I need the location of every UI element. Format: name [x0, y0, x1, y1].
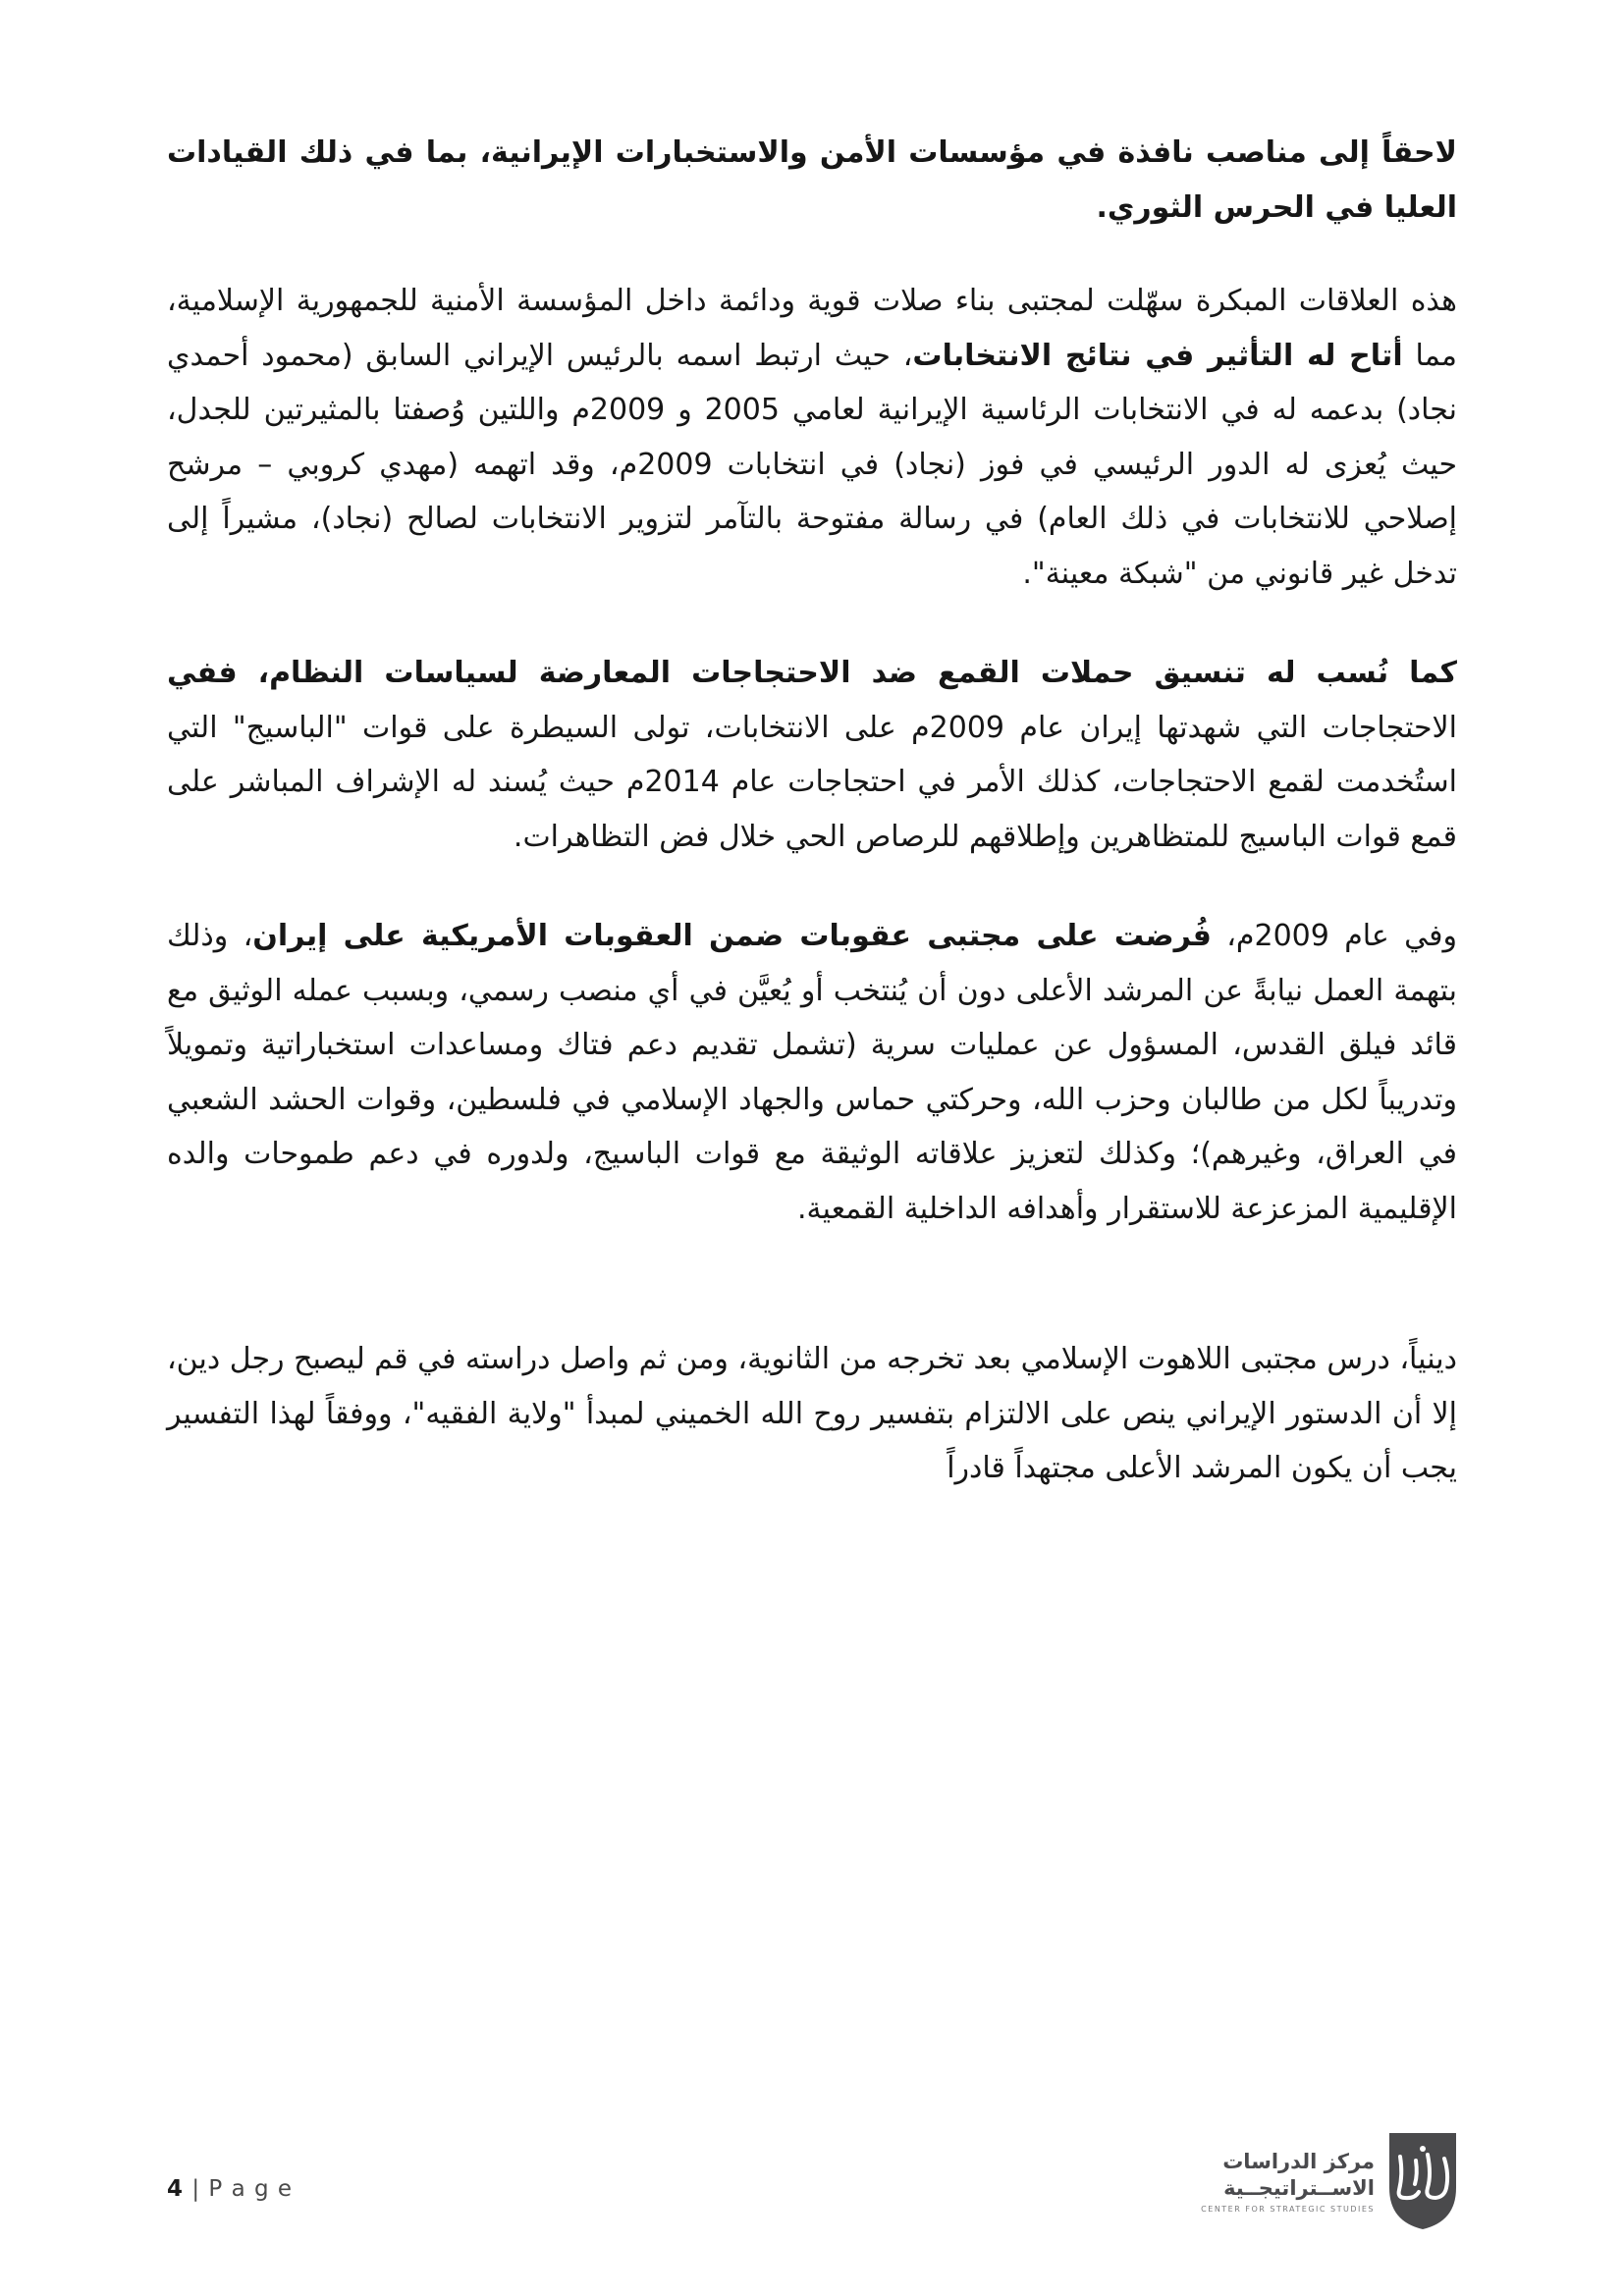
- logo-wordmark: [1201, 2149, 1375, 2214]
- text-segment: دينياً، درس مجتبى اللاهوت الإسلامي بعد تخرجه من الثانوية، ومن ثم واصل دراسته في قم ليصبح رجل دين، إلا أن الدستور الإيراني ينص على الالتزام بتفسير روح الله الخميني لمبدأ "ولاية الفقيه"، ووفقاً لهذا التفسير يجب أن يكون المرشد الأعلى مجتهداً قادراً: [167, 1342, 1457, 1485]
- text-segment: ، حيث ارتبط اسمه بالرئيس الإيراني السابق (محمود أحمدي نجاد) بدعمه له في الانتخابات الرئاسية الإيرانية لعامي 2005 و 2009م واللتين وُصفتا بالمثيرتين للجدل، حيث يُعزى له الدور الرئيسي في فوز (نجاد) في انتخابات 2009م، وقد اتهمه (مهدي كروبي – مرشح إصلاحي للانتخابات في ذلك العام) في رسالة مفتوحة بالتآمر لتزوير الانتخابات لصالح (نجاد)، مشيراً إلى تدخل غير قانوني من "شبكة معينة".: [167, 338, 1458, 591]
- logo-name-en: CENTER FOR STRATEGIC STUDIES: [1201, 2204, 1375, 2214]
- page-footer: [167, 2176, 293, 2202]
- logo-name-ar-line1: مركز الدراسات: [1222, 2150, 1375, 2174]
- text-segment: لاحقاً إلى مناصب نافذة في مؤسسات الأمن والاستخبارات الإيرانية، بما في ذلك القيادات العليا في الحرس الثوري.: [167, 135, 1457, 225]
- page-number: 4: [167, 2176, 185, 2202]
- text-segment: ، وذلك بتهمة العمل نيابةً عن المرشد الأعلى دون أن يُنتخب أو يُعيَّن في أي منصب رسمي، وبسبب عمله الوثيق مع قائد فيلق القدس، المسؤول عن عمليات سرية (تشمل تقديم دعم فتاك ومساعدات استخباراتية وتمويلاً وتدريباً لكل من طالبان وحزب الله، وحركتي حماس والجهاد الإسلامي في فلسطين، وقوات الحشد الشعبي في العراق، وغيرهم)؛ وكذلك لتعزيز علاقاته الوثيقة مع قوات الباسيج، ولدوره في دعم طموحات والده الإقليمية المزعزعة للاستقرار وأهدافه الداخلية القمعية.: [167, 919, 1457, 1226]
- paragraph-continuation: [167, 126, 1457, 235]
- text-segment: أتاح له التأثير في نتائج الانتخابات: [912, 338, 1403, 373]
- page-number-label: | P a g e: [191, 2176, 294, 2202]
- text-segment: وفي عام 2009م،: [1211, 919, 1457, 953]
- text-segment: كما نُسب له تنسيق حملات القمع ضد الاحتجاجات المعارضة لسياسات النظام، ففي: [167, 656, 1457, 690]
- page-body-text: [167, 126, 1457, 1541]
- org-logo: [1201, 2131, 1459, 2231]
- logo-shield-icon: [1386, 2131, 1459, 2231]
- text-segment: هذه العلاقات المبكرة سهّلت لمجتبى بناء صلات قوية ودائمة داخل المؤسسة الأمنية للجمهورية الإسلامية، مما: [167, 284, 1457, 373]
- paragraph-religious-education: [167, 1332, 1457, 1496]
- paragraph-us-sanctions: [167, 909, 1457, 1236]
- text-segment: الاحتجاجات التي شهدتها إيران عام 2009م على الانتخابات، تولى السيطرة على قوات "الباسيج" التي استُخدمت لقمع الاحتجاجات، كذلك الأمر في احتجاجات عام 2014م حيث يُسند له الإشراف المباشر على قمع قوات الباسيج للمتظاهرين وإطلاقهم للرصاص الحي خلال فض التظاهرات.: [167, 710, 1457, 854]
- paragraph-protest-crackdowns: [167, 646, 1457, 864]
- text-segment: فُرضت على مجتبى عقوبات ضمن العقوبات الأمريكية على إيران: [252, 919, 1212, 953]
- logo-name-ar-line2: الاســتراتيجــية: [1223, 2175, 1375, 2200]
- paragraph-early-relations: [167, 274, 1457, 601]
